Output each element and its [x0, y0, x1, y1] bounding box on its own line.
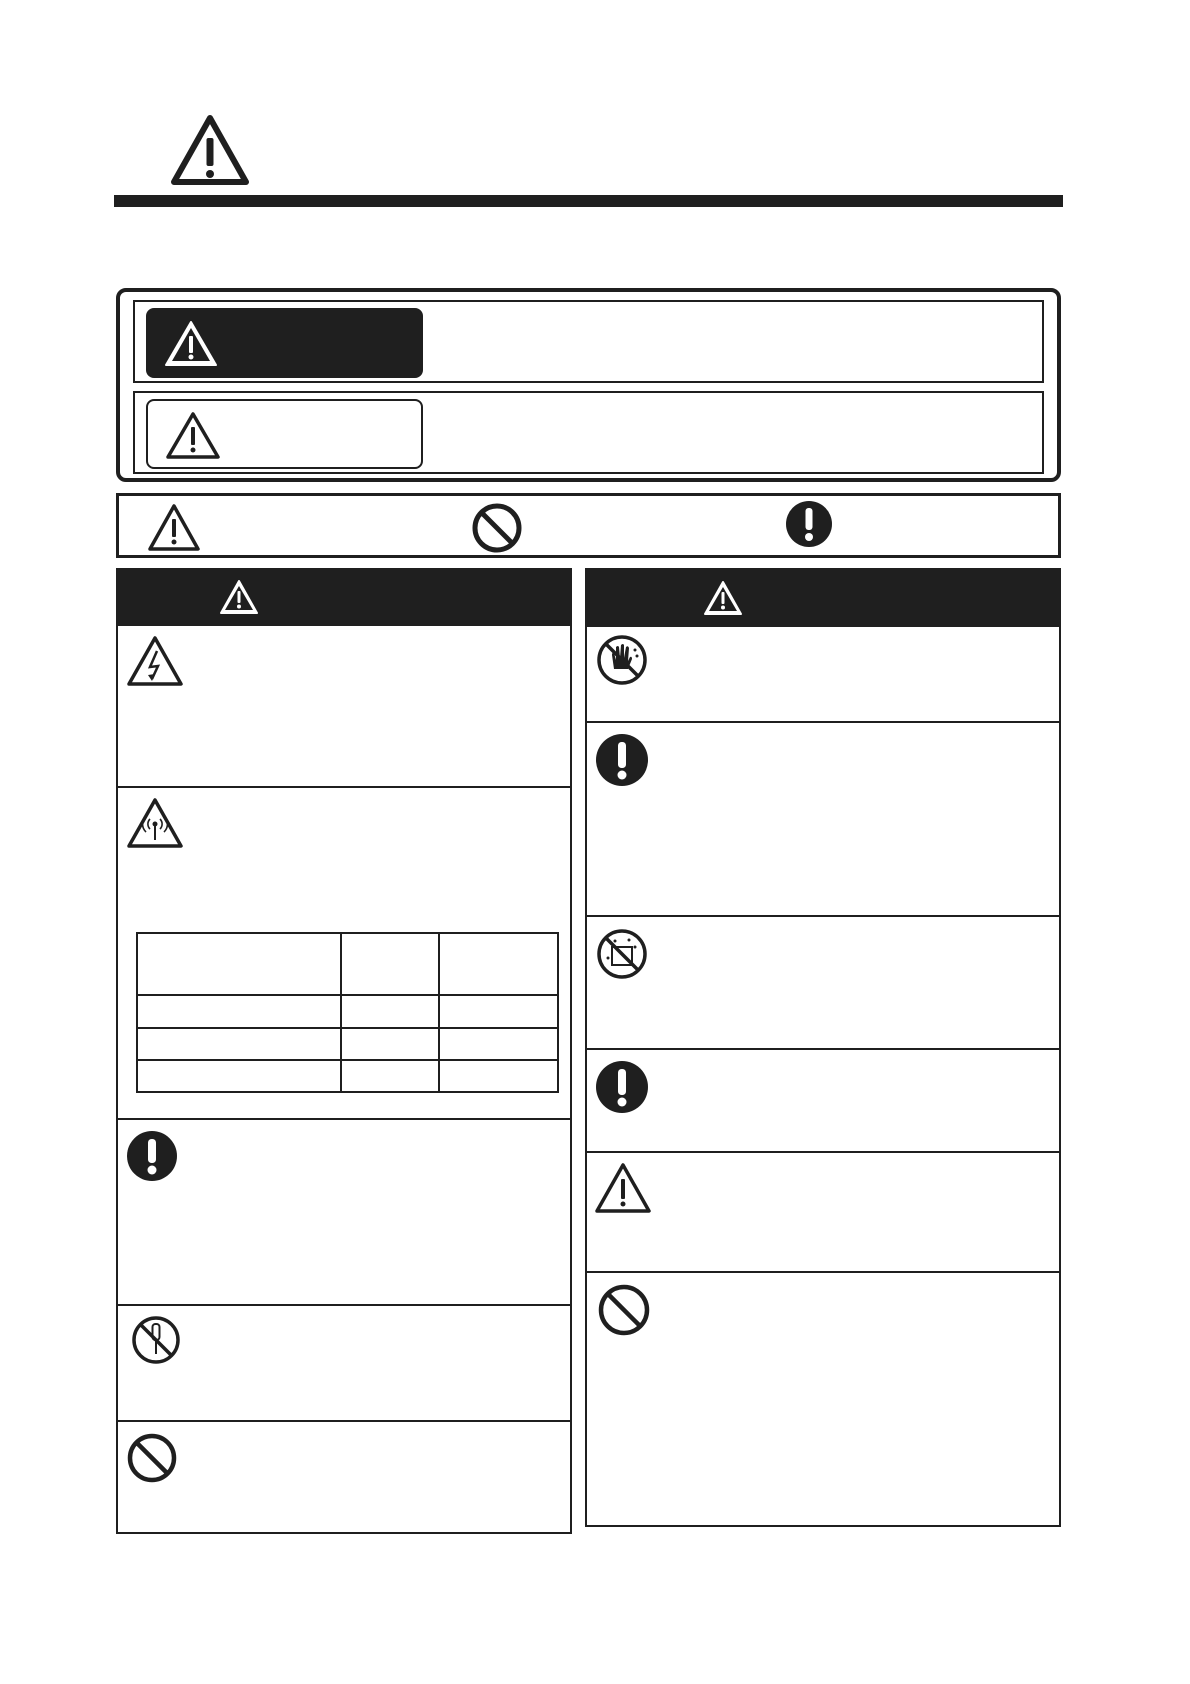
- left-column-header: [118, 570, 570, 626]
- radio-frequency-icon: [126, 796, 184, 850]
- right-prohibition-icon: [597, 1283, 651, 1337]
- table-col-divider-1: [340, 934, 342, 1091]
- right-entry-mandatory-2: [587, 1050, 1059, 1153]
- legend-prohibition-icon: [471, 502, 523, 554]
- caution-signal-label: [146, 399, 423, 469]
- no-disassembly-icon: [130, 1314, 182, 1366]
- left-entry-radio-frequency: [118, 788, 570, 1120]
- right-entry-no-water: [587, 917, 1059, 1050]
- left-entry-prohibition: [118, 1422, 570, 1532]
- right-entry-prohibition: [587, 1273, 1059, 1525]
- table-row-rule-2: [138, 1059, 557, 1061]
- left-warning-column: [116, 568, 572, 1534]
- title-warning-icon: [170, 114, 250, 186]
- right-header-warning-icon: [702, 579, 744, 617]
- right-entry-mandatory-1: [587, 723, 1059, 917]
- left-prohibition-icon: [126, 1432, 178, 1484]
- left-header-warning-icon: [218, 578, 260, 616]
- warning-signal-label: [146, 308, 423, 378]
- table-row-rule-1: [138, 1027, 557, 1029]
- signal-word-box: [116, 288, 1061, 482]
- left-entry-no-disassembly: [118, 1306, 570, 1422]
- right-entry-caution: [587, 1153, 1059, 1273]
- left-entry-electric-shock: [118, 626, 570, 788]
- safe-distance-table: [136, 932, 559, 1093]
- right-caution-icon: [594, 1161, 652, 1215]
- no-wet-hands-icon: [595, 633, 649, 687]
- no-water-splash-icon: [595, 927, 649, 981]
- right-entry-no-wet-hands: [587, 627, 1059, 723]
- legend-mandatory-icon: [785, 500, 833, 548]
- right-column-header: [587, 570, 1059, 627]
- right-caution-column: [585, 568, 1061, 1527]
- table-header-row-rule: [138, 994, 557, 996]
- warning-row: [133, 300, 1044, 383]
- caution-signal-icon: [165, 410, 221, 460]
- caution-row: [133, 391, 1044, 474]
- table-col-divider-2: [438, 934, 440, 1091]
- electric-shock-icon: [126, 634, 184, 688]
- warning-signal-icon: [163, 318, 219, 368]
- title-rule: [114, 195, 1063, 207]
- left-entry-mandatory: [118, 1120, 570, 1306]
- right-mandatory-icon-1: [595, 733, 649, 787]
- right-mandatory-icon-2: [595, 1060, 649, 1114]
- left-mandatory-icon: [126, 1130, 178, 1182]
- symbol-legend-bar: [116, 493, 1061, 558]
- legend-warning-icon: [147, 502, 201, 552]
